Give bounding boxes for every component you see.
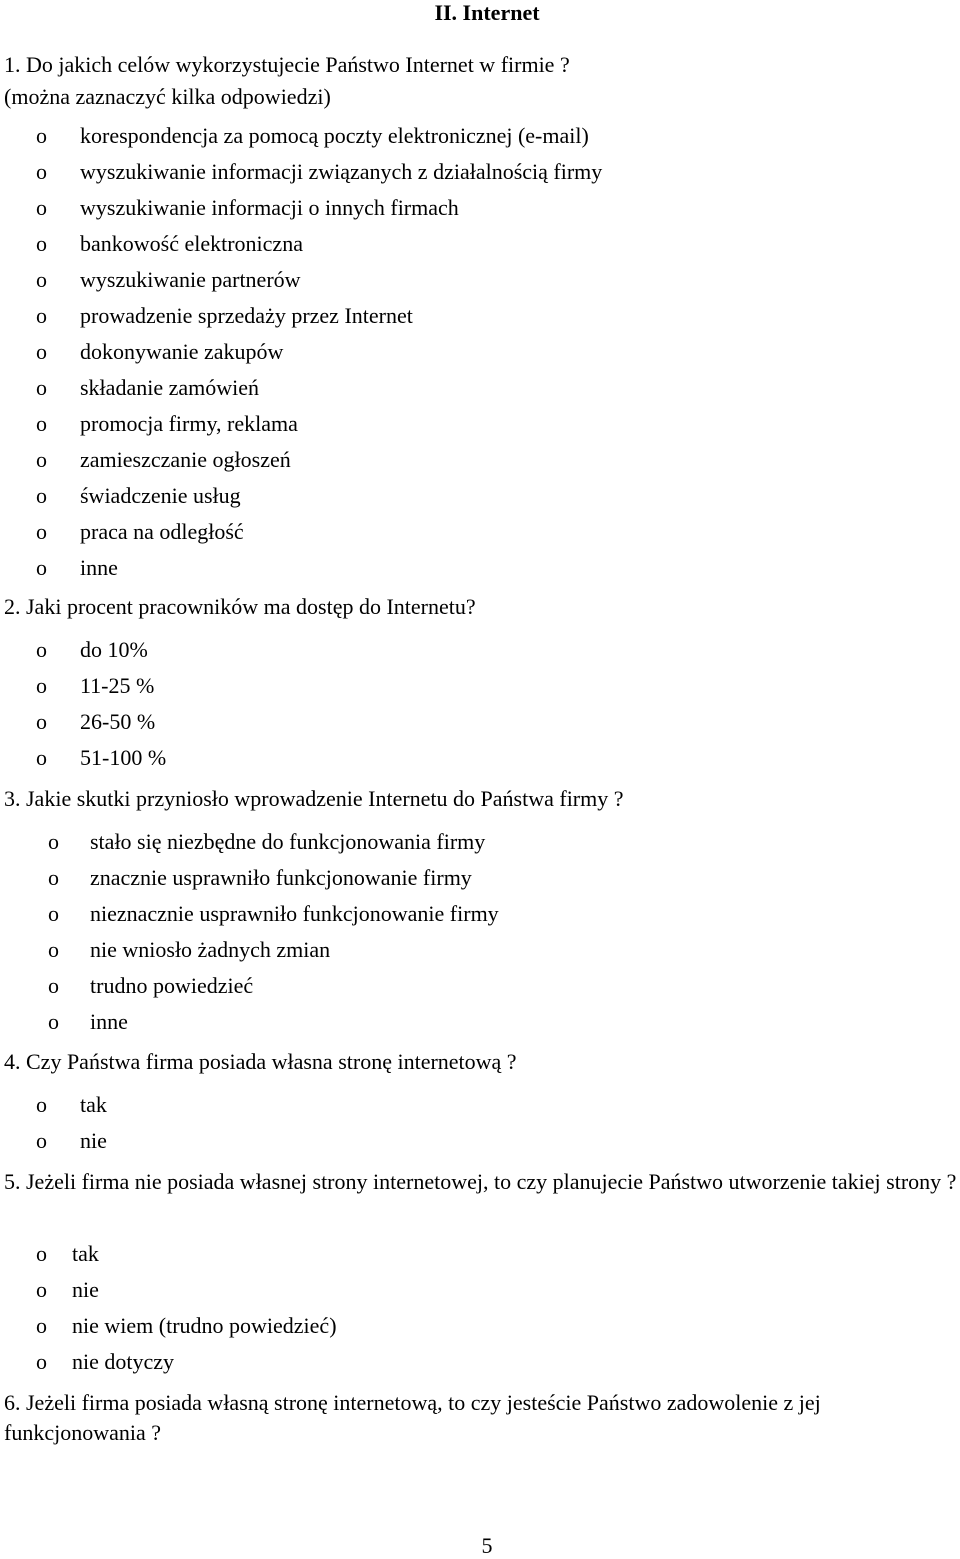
option-item[interactable] <box>36 156 936 192</box>
option-item[interactable] <box>36 516 936 552</box>
option-label: inne <box>90 1009 128 1034</box>
question-5-options <box>36 1238 936 1382</box>
option-item[interactable] <box>36 192 936 228</box>
question-3-options <box>48 826 948 1042</box>
option-bullet: o <box>36 555 47 580</box>
option-bullet: o <box>36 1277 47 1302</box>
question-5: 5. Jeżeli firma nie posiada własnej strony internetowej, to czy planujecie Państwo utworzenie takiej strony ? <box>4 1169 957 1194</box>
option-item[interactable] <box>48 862 948 898</box>
option-label: 51-100 % <box>80 745 167 770</box>
option-item[interactable] <box>36 1089 936 1125</box>
option-label: trudno powiedzieć <box>90 973 254 998</box>
question-6: 6. Jeżeli firma posiada własną stronę internetową, to czy jesteście Państwo zadowolenie z jej funkcjonowania ? <box>4 1390 821 1445</box>
option-label: bankowość elektroniczna <box>80 231 303 256</box>
option-bullet: o <box>36 303 47 328</box>
option-bullet: o <box>36 195 47 220</box>
option-label: prowadzenie sprzedaży przez Internet <box>80 303 413 328</box>
option-item[interactable] <box>36 480 936 516</box>
option-item[interactable] <box>48 826 948 862</box>
option-label: dokonywanie zakupów <box>80 339 284 364</box>
option-bullet: o <box>36 267 47 292</box>
option-item[interactable] <box>36 706 936 742</box>
page-number: 5 <box>481 1533 493 1558</box>
option-item[interactable] <box>36 336 936 372</box>
option-item[interactable] <box>36 1346 936 1382</box>
option-bullet: o <box>36 709 47 734</box>
option-label: 11-25 % <box>80 673 155 698</box>
option-item[interactable] <box>36 1274 936 1310</box>
question-1-options <box>36 120 936 588</box>
option-label: wyszukiwanie informacji związanych z działalnością firmy <box>80 159 603 184</box>
question-1: 1. Do jakich celów wykorzystujecie Państwo Internet w firmie ? <box>4 52 570 77</box>
option-label: świadczenie usług <box>80 483 241 508</box>
option-label: nie <box>72 1277 99 1302</box>
option-label: korespondencja za pomocą poczty elektronicznej (e-mail) <box>80 123 589 148</box>
option-bullet: o <box>48 865 59 890</box>
option-label: wyszukiwanie informacji o innych firmach <box>80 195 459 220</box>
option-item[interactable] <box>36 742 936 778</box>
option-item[interactable] <box>48 934 948 970</box>
option-label: składanie zamówień <box>80 375 259 400</box>
option-bullet: o <box>36 447 47 472</box>
option-bullet: o <box>36 745 47 770</box>
option-bullet: o <box>48 973 59 998</box>
option-label: nie <box>80 1128 107 1153</box>
option-bullet: o <box>36 637 47 662</box>
option-bullet: o <box>48 901 59 926</box>
option-item[interactable] <box>36 408 936 444</box>
question-2-options <box>36 634 936 778</box>
option-bullet: o <box>36 375 47 400</box>
question-3: 3. Jakie skutki przyniosło wprowadzenie Internetu do Państwa firmy ? <box>4 786 624 811</box>
option-item[interactable] <box>48 970 948 1006</box>
option-item[interactable] <box>36 372 936 408</box>
option-item[interactable] <box>48 1006 948 1042</box>
option-bullet: o <box>36 1241 47 1266</box>
question-4: 4. Czy Państwa firma posiada własna stronę internetową ? <box>4 1049 517 1074</box>
option-item[interactable] <box>48 898 948 934</box>
option-item[interactable] <box>36 1238 936 1274</box>
option-item[interactable] <box>36 228 936 264</box>
option-bullet: o <box>36 339 47 364</box>
option-label: 26-50 % <box>80 709 156 734</box>
option-item[interactable] <box>36 1125 936 1161</box>
option-label: nie wniosło żadnych zmian <box>90 937 331 962</box>
option-label: tak <box>72 1241 99 1266</box>
option-label: nie dotyczy <box>72 1349 175 1374</box>
option-label: nieznacznie usprawniło funkcjonowanie firmy <box>90 901 499 926</box>
option-item[interactable] <box>36 300 936 336</box>
option-bullet: o <box>36 1092 47 1117</box>
option-bullet: o <box>36 483 47 508</box>
option-bullet: o <box>36 411 47 436</box>
option-item[interactable] <box>36 1310 936 1346</box>
option-label: promocja firmy, reklama <box>80 411 298 436</box>
option-label: do 10% <box>80 637 148 662</box>
option-label: stało się niezbędne do funkcjonowania firmy <box>90 829 486 854</box>
section-title: II. Internet <box>434 0 540 25</box>
option-bullet: o <box>48 829 59 854</box>
option-bullet: o <box>36 673 47 698</box>
question-1-note: (można zaznaczyć kilka odpowiedzi) <box>4 84 331 109</box>
option-item[interactable] <box>36 264 936 300</box>
option-bullet: o <box>36 1313 47 1338</box>
option-item[interactable] <box>36 120 936 156</box>
option-label: inne <box>80 555 118 580</box>
option-bullet: o <box>36 231 47 256</box>
option-bullet: o <box>48 1009 59 1034</box>
option-item[interactable] <box>36 634 936 670</box>
option-bullet: o <box>36 1128 47 1153</box>
option-item[interactable] <box>36 670 936 706</box>
question-2: 2. Jaki procent pracowników ma dostęp do Internetu? <box>4 594 476 619</box>
option-label: zamieszczanie ogłoszeń <box>80 447 291 472</box>
option-bullet: o <box>36 1349 47 1374</box>
option-bullet: o <box>36 159 47 184</box>
option-bullet: o <box>48 937 59 962</box>
option-label: nie wiem (trudno powiedzieć) <box>72 1313 337 1338</box>
option-label: praca na odległość <box>80 519 244 544</box>
option-bullet: o <box>36 123 47 148</box>
option-label: znacznie usprawniło funkcjonowanie firmy <box>90 865 472 890</box>
option-label: tak <box>80 1092 107 1117</box>
option-label: wyszukiwanie partnerów <box>80 267 301 292</box>
question-4-options <box>36 1089 936 1161</box>
option-item[interactable] <box>36 444 936 480</box>
option-bullet: o <box>36 519 47 544</box>
option-item[interactable] <box>36 552 936 588</box>
